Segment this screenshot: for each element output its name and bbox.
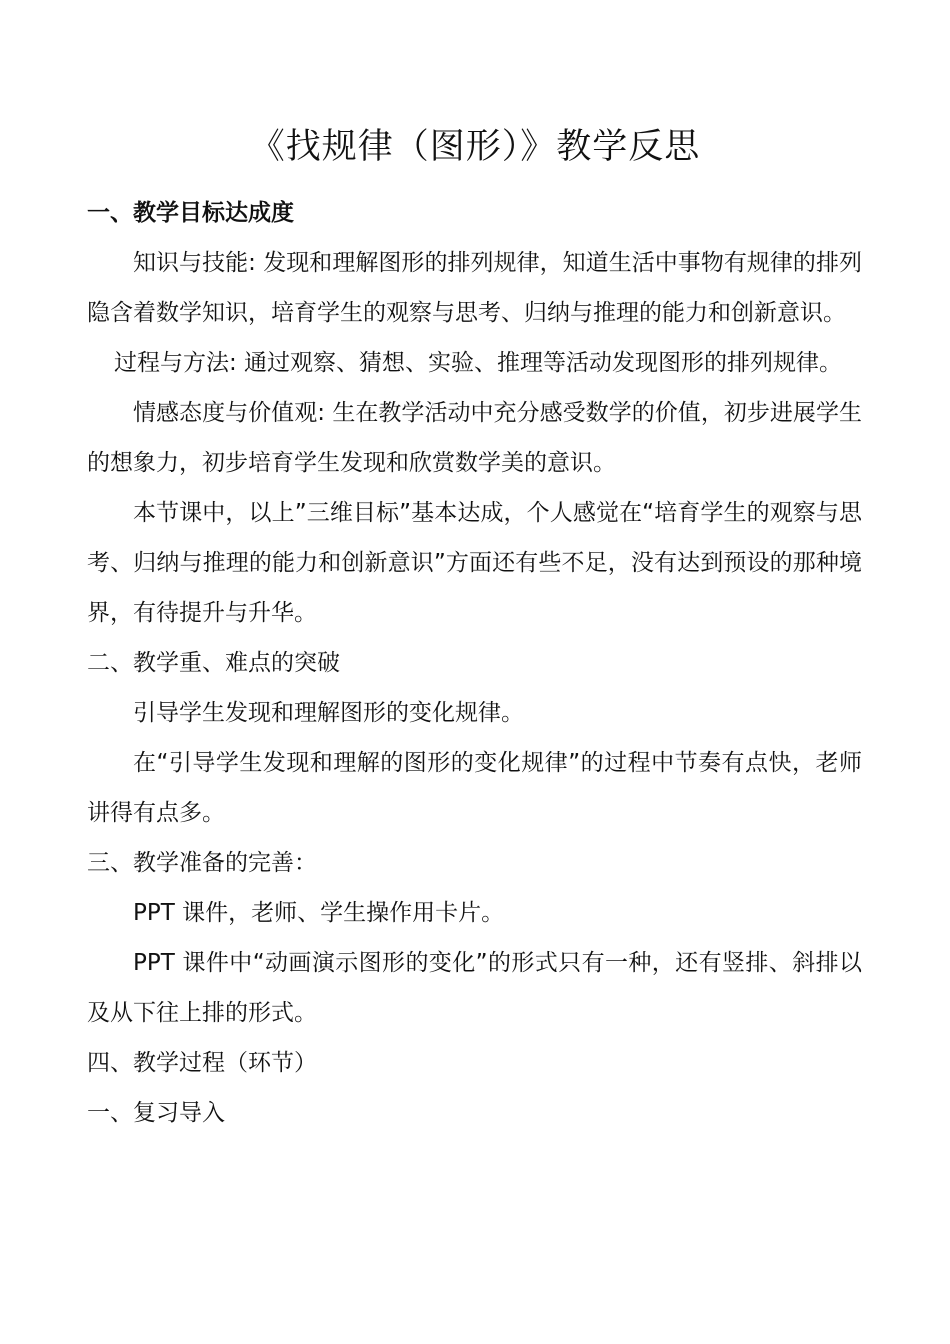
paragraph-preparation-materials: PPT 课件，老师、学生操作用卡片。 (133, 900, 505, 926)
paragraph-preparation-reflection: PPT 课件中“动画演示图形的变化”的形式只有一种，还有竖排、斜排以及从下往上排的形式。 (87, 950, 862, 1026)
document-body (87, 188, 862, 1138)
subsection-heading-review: 一、复习导入 (87, 1100, 225, 1126)
paragraph-emotion-values: 情感态度与价值观: 生在教学活动中充分感受数学的价值，初步进展学生的想象力，初步培育学生发现和欣赏数学美的意识。 (87, 400, 862, 476)
section-heading-key-points: 二、教学重、难点的突破 (87, 650, 340, 676)
section-heading-objectives: 一、教学目标达成度 (87, 200, 294, 226)
document-title: 《找规律（图形）》教学反思 (249, 127, 701, 167)
paragraph-process-methods: 过程与方法: 通过观察、猜想、实验、推理等活动发现图形的排列规律。 (114, 350, 843, 376)
paragraph-key-point-reflection: 在“引导学生发现和理解的图形的变化规律”的过程中节奏有点快，老师讲得有点多。 (87, 750, 862, 826)
section-heading-preparation: 三、教学准备的完善： (87, 850, 317, 876)
paragraph-objectives-summary: 本节课中，以上”三维目标”基本达成，个人感觉在“培育学生的观察与思考、归纳与推理的能力和创新意识”方面还有些不足，没有达到预设的那种境界，有待提升与升华。 (87, 500, 862, 626)
section-heading-process: 四、教学过程（环节） (87, 1050, 317, 1076)
paragraph-key-point: 引导学生发现和理解图形的变化规律。 (133, 700, 524, 726)
paragraph-knowledge-skills: 知识与技能: 发现和理解图形的排列规律，知道生活中事物有规律的排列隐含着数学知识，培育学生的观察与思考、归纳与推理的能力和创新意识。 (87, 250, 862, 326)
